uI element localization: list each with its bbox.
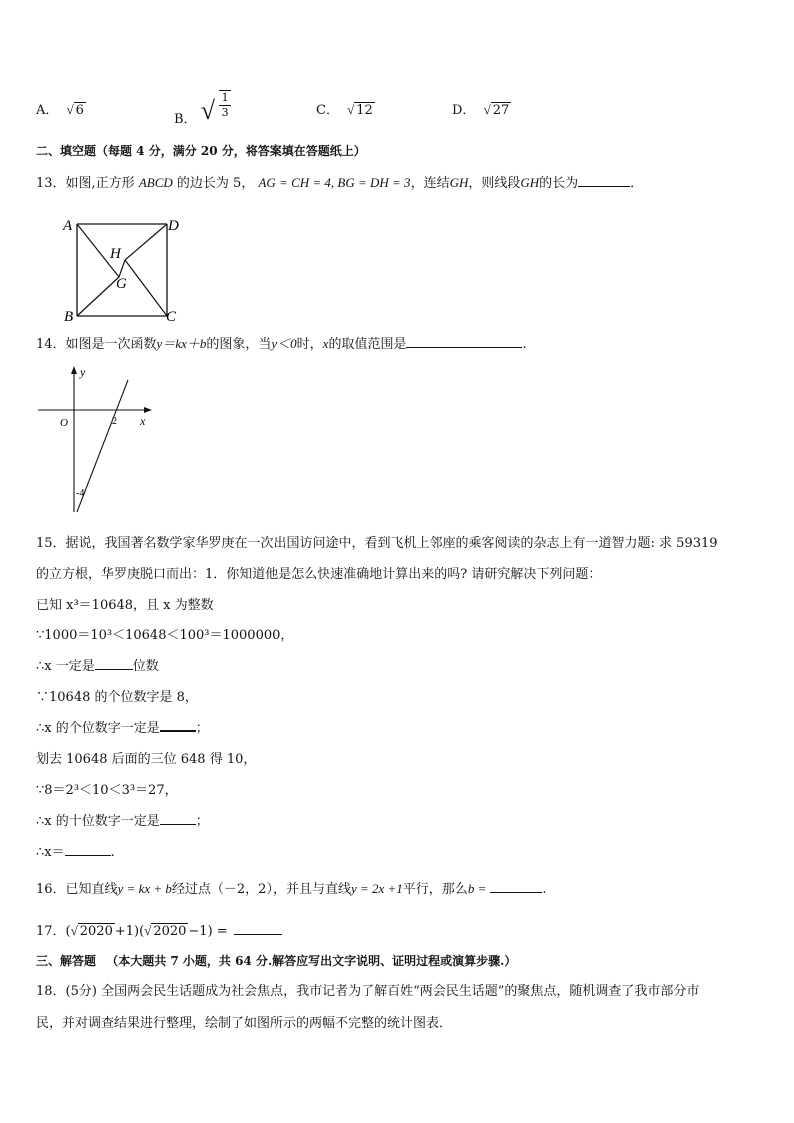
label-d: D [168, 218, 179, 234]
q16-b: b = [467, 881, 487, 896]
y-axis-label: y [80, 365, 86, 379]
q15-line2: 的立方根，华罗庚脱口而出：1．你知道他是怎么快速准确地计算出来的吗? 请研究解决下列问题： [36, 567, 602, 582]
choice-a-value: 6 [75, 103, 84, 118]
q13-answer-blank [578, 174, 630, 187]
q18-line2: 民，并对调查结果进行整理，绘制了如图所示的两幅不完整的统计图表． [36, 1016, 453, 1031]
q13-mid3: ，则线段 [468, 176, 521, 191]
q14-end: . [522, 337, 527, 352]
q16-pre: 16．已知直线 [36, 882, 118, 897]
q15-blank-x [65, 843, 111, 856]
q17-part2: −1) = [188, 924, 228, 939]
choice-c-label: C． [316, 103, 339, 118]
x-intercept-label: 2 [112, 416, 117, 427]
q15-line7-post: ； [195, 721, 209, 736]
q13-square-figure [60, 210, 200, 322]
y-axis-arrow-icon [71, 366, 77, 374]
q15-line5-post: 位数 [132, 659, 159, 674]
q17-text [36, 920, 282, 939]
q15-line11-post: . [110, 845, 115, 860]
q16-func2: y = 2x +1 [350, 881, 403, 896]
label-a: A [63, 218, 73, 234]
q15-line11 [36, 841, 115, 860]
choice-a [36, 99, 86, 118]
q18-line1: 18．(5分) 全国两会民生话题成为社会焦点，我市记者为了解百姓“两会民生话题”的聚焦点，随机调查了我市部分市 [36, 984, 700, 999]
q13-condition: AG = CH = 4, BG = DH = 3 [258, 175, 411, 190]
q13-mid2: ，连结 [410, 176, 450, 191]
sqrt-icon: √ [144, 923, 152, 938]
choice-b-denominator: 3 [221, 106, 229, 119]
sqrt-icon: √ [483, 102, 491, 117]
q16-mid: 经过点（－2，2），并且与直线 [171, 882, 351, 897]
q14-x: x [322, 336, 329, 351]
q16-mid2: 平行，那么 [402, 882, 468, 897]
q15-line5 [36, 655, 159, 674]
x-axis-label: x [140, 414, 146, 428]
q14-pre: 14．如图是一次函数 [36, 337, 157, 352]
q13-abcd: ABCD [138, 175, 173, 190]
section3-note: （本大题共 7 小题，共 64 分.解答应写出文字说明、证明过程或演算步骤.） [106, 954, 517, 968]
sqrt-icon: √ [70, 923, 78, 938]
choice-b-numerator: 1 [219, 91, 231, 106]
q16-end: . [542, 882, 547, 897]
q17-part1: +1)( [114, 924, 145, 939]
section3-header [36, 952, 516, 969]
q15-line10 [36, 810, 209, 829]
label-h: H [110, 246, 121, 262]
q15-blank-tens [160, 812, 196, 825]
choice-d-value: 27 [492, 103, 510, 118]
q13-text [36, 172, 643, 191]
label-b: B [64, 309, 74, 322]
q16-answer-blank [490, 880, 542, 893]
q13-pre: 13．如图,正方形 [36, 176, 135, 191]
label-c: C [166, 309, 177, 322]
choice-c [316, 99, 375, 118]
q17-pre: 17． [36, 924, 66, 939]
q15-line9: ∵8＝2³＜10＜3³＝27， [36, 783, 178, 798]
q15-blank-units [160, 718, 196, 732]
sqrt-icon: √ [347, 102, 355, 117]
q15-line7-pre: ∴x 的个位数字一定是 [36, 721, 160, 736]
q15-line5-pre: ∴x 一定是 [36, 659, 95, 674]
q17-open: ( [65, 924, 71, 939]
q17-radicand1: 2020 [79, 924, 113, 939]
q15-line4: ∵1000＝10³＜10648＜100³＝1000000， [36, 628, 294, 643]
q13-post: 的长为 [539, 176, 579, 191]
sqrt-icon: √ [66, 102, 74, 117]
q15-line10-post: ； [195, 814, 209, 829]
choice-b-label: B． [174, 112, 197, 127]
q15-line11-pre: ∴x＝ [36, 845, 65, 860]
q13-end: ． [630, 176, 644, 191]
choice-a-label: A． [36, 103, 59, 118]
q17-answer-blank [234, 922, 282, 935]
q15-blank-digits [95, 657, 133, 670]
q14-cond: y＜0 [271, 336, 297, 351]
q14-answer-blank [406, 335, 522, 348]
q16-func: y = kx + b [117, 881, 172, 896]
sqrt-icon: √ [200, 96, 215, 125]
choice-c-value: 12 [356, 103, 373, 118]
q14-post: 的取值范围是 [328, 337, 407, 352]
q15-line3: 已知 x³＝10648，且 x 为整数 [36, 598, 214, 613]
q14-func: y＝kx＋b [156, 336, 207, 351]
x-axis-arrow-icon [144, 407, 152, 413]
label-g: G [116, 276, 127, 292]
q15-line10-pre: ∴x 的十位数字一定是 [36, 814, 160, 829]
q15-line8: 划去 10648 后面的三位 648 得 10， [36, 752, 257, 767]
q14-mid: 的图象，当 [206, 337, 272, 352]
q13-mid: 的边长为 5， [176, 176, 255, 191]
q14-linear-function-graph [36, 362, 160, 518]
section2-title: 二、填空题（每题 4 分，满分 20 分，将答案填在答题纸上） [36, 144, 366, 158]
choice-b-fraction [219, 90, 231, 120]
q15-line1: 15．据说，我国著名数学家华罗庚在一次出国访问途中，看到飞机上邻座的乘客阅读的杂志上有一道智力题: 求 59319 [36, 536, 718, 551]
q13-gh: GH [449, 175, 469, 190]
q13-gh2: GH [520, 175, 540, 190]
q17-radicand2: 2020 [153, 924, 187, 939]
q14-mid2: 时， [296, 337, 323, 352]
choice-b [174, 90, 231, 126]
section3-title: 三、解答题 [36, 954, 97, 968]
origin-label: O [60, 417, 68, 429]
choice-d-label: D． [452, 103, 476, 118]
q15-line7 [36, 717, 209, 736]
q15-line6: ∵10648 的个位数字是 8， [36, 690, 198, 705]
y-intercept-label: -4 [76, 488, 85, 499]
q14-text [36, 333, 527, 352]
choice-d [452, 99, 511, 118]
q16-text [36, 878, 546, 897]
